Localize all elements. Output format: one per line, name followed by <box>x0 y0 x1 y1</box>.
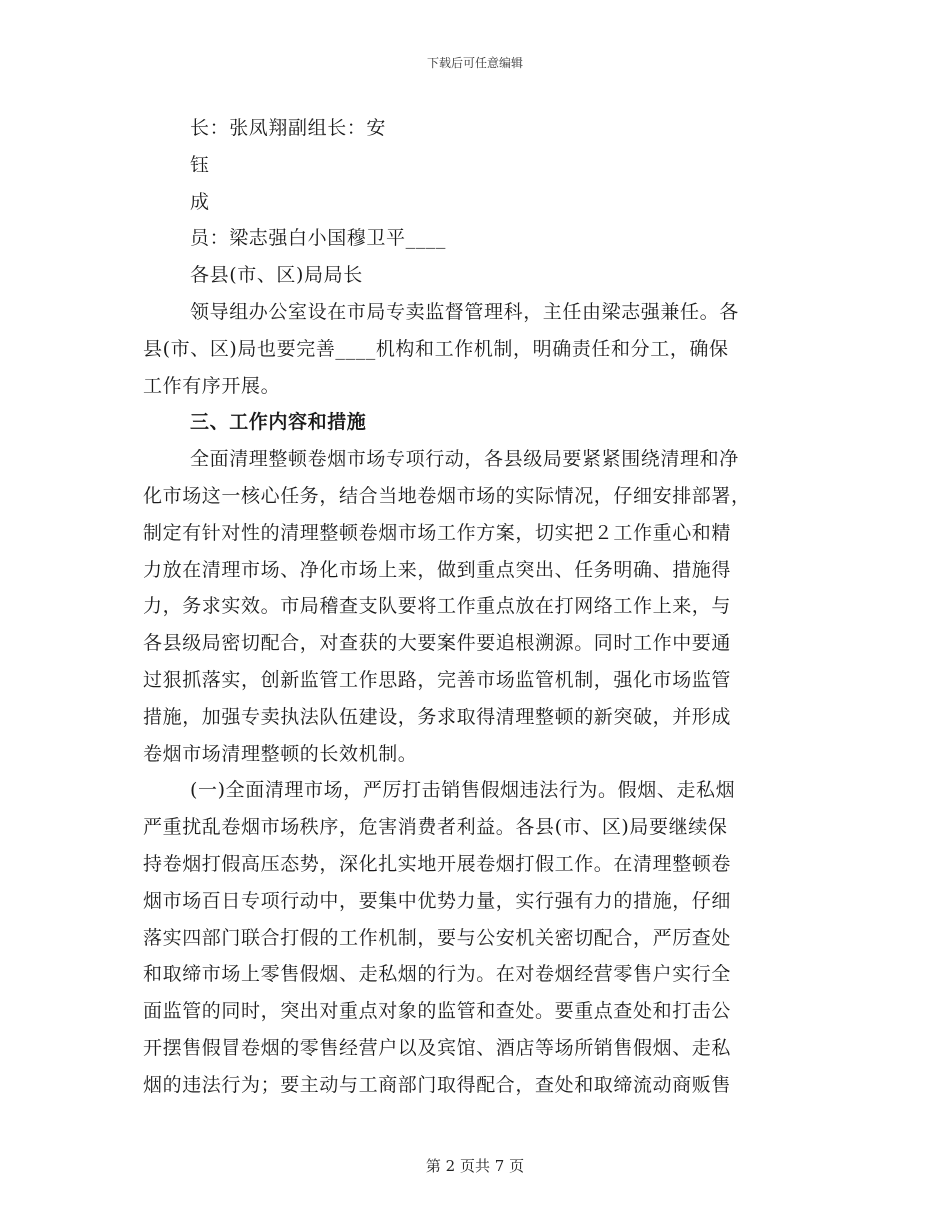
text-line: 化市场这一核心任务，结合当地卷烟市场的实际情况，仔细安排部署， <box>143 484 751 507</box>
page-number: 第 2 页共 7 页 <box>425 1157 525 1175</box>
text-line: 全面清理整顿卷烟市场专项行动，各县级局要紧紧围绕清理和净 <box>190 448 739 471</box>
text-line: 严重扰乱卷烟市场秩序，危害消费者利益。各县(市、区)局要继续保 <box>143 816 728 839</box>
text-line: 持卷烟打假高压态势，深化扎实地开展卷烟打假工作。在清理整顿卷 <box>143 852 732 875</box>
text-line: 成 <box>190 190 210 213</box>
text-line: 县(市、区)局也要完善____机构和工作机制，明确责任和分工，确保 <box>143 337 729 360</box>
text-line: 员：梁志强白小国穆卫平____ <box>190 227 447 250</box>
page-header-note: 下载后可任意编辑 <box>426 56 523 70</box>
text-line: 面监管的同时，突出对重点对象的监管和查处。要重点查处和打击公 <box>143 1000 732 1023</box>
text-line: 卷烟市场清理整顿的长效机制。 <box>143 742 418 765</box>
text-line: 措施，加强专卖执法队伍建设，务求取得清理整顿的新突破，并形成 <box>143 705 732 728</box>
text-line: 烟市场百日专项行动中，要集中优势力量，实行强有力的措施，仔细 <box>143 889 732 912</box>
text-line: 钰 <box>190 153 210 176</box>
text-line: 开摆售假冒卷烟的零售经营户以及宾馆、酒店等场所销售假烟、走私 <box>143 1036 732 1059</box>
text-line: (一)全面清理市场，严厉打击销售假烟违法行为。假烟、走私烟 <box>190 779 736 802</box>
text-line: 和取缔市场上零售假烟、走私烟的行为。在对卷烟经营零售户实行全 <box>143 963 732 986</box>
text-line: 落实四部门联合打假的工作机制，要与公安机关密切配合，严厉查处 <box>143 926 732 949</box>
text-line: 力放在清理市场、净化市场上来，做到重点突出、任务明确、措施得 <box>143 558 732 581</box>
text-line: 工作有序开展。 <box>143 374 281 397</box>
text-line: 领导组办公室设在市局专卖监督管理科，主任由梁志强兼任。各 <box>190 300 739 323</box>
text-line: 过狠抓落实，创新监管工作思路，完善市场监管机制，强化市场监管 <box>143 668 732 691</box>
section-heading: 三、工作内容和措施 <box>190 411 367 434</box>
text-line: 各县级局密切配合，对查获的大要案件要追根溯源。同时工作中要通 <box>143 632 732 655</box>
text-line: 烟的违法行为；要主动与工商部门取得配合，查处和取缔流动商贩售 <box>143 1073 732 1096</box>
text-line: 制定有针对性的清理整顿卷烟市场工作方案，切实把２工作重心和精 <box>143 521 732 544</box>
text-line: 各县(市、区)局局长 <box>190 264 363 287</box>
text-line: 力，务求实效。市局稽查支队要将工作重点放在打网络工作上来，与 <box>143 595 732 618</box>
document-body <box>143 110 803 1104</box>
text-line: 长：张凤翔副组长：安 <box>190 117 387 139</box>
